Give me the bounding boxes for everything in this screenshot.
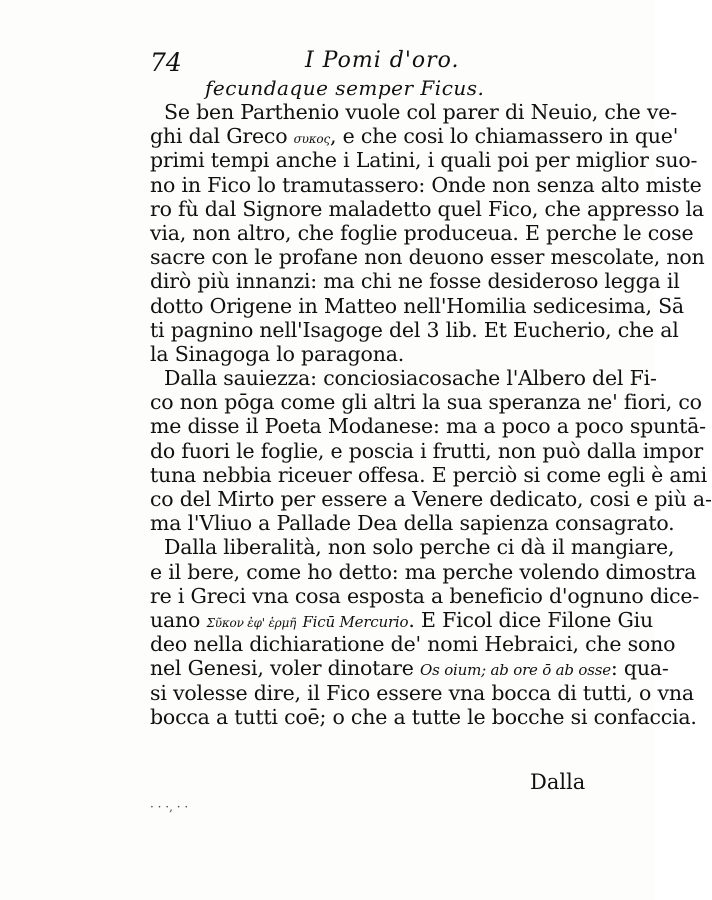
text-line: [150, 656, 669, 681]
text-line: [150, 704, 697, 729]
text-run: co non pōga come gli altri la sua speranza ne' fiori, co: [150, 390, 702, 415]
text-line: [150, 487, 712, 511]
text-line: [150, 100, 677, 124]
text-run: la Sinagoga lo paragona.: [150, 341, 405, 366]
text-run: Dalla sauiezza: conciosiacosache l'Albero del Fi-: [164, 366, 657, 391]
greek-phrase: συκος: [293, 132, 330, 147]
text-run: bocca a tutti coē; o che a tutte le bocche si confaccia.: [150, 704, 697, 729]
latin-phrase: Ficū Mercurio: [302, 612, 409, 631]
text-run: deo nella dichiaratione de' nomi Hebraici, che sono: [150, 632, 676, 657]
text-line: [150, 390, 702, 415]
text-run: dotto Origene in Matteo nell'Homilia sedicesima, Sā: [150, 293, 684, 318]
text-line: [150, 220, 694, 245]
text-run: via, non altro, che foglie produceua. E perche le cose: [150, 220, 694, 245]
text-run: . E Ficol dice Filone Giu: [408, 607, 654, 632]
text-run: re i Greci vna cosa esposta a beneficio d'ognuno dice-: [150, 583, 700, 608]
text-run: e il bere, come ho detto: ma perche volendo dimostra: [150, 559, 697, 584]
text-run: ghi dal Greco: [150, 124, 294, 149]
text-run: me disse il Poeta Modanese: ma a poco a poco spuntā-: [150, 414, 706, 439]
text-line: [150, 607, 654, 632]
text-run: Dalla liberalità, non solo perche ci dà il mangiare,: [164, 535, 675, 560]
text-run: Se ben Parthenio vuole col parer di Neuio, che ve-: [164, 100, 677, 124]
page-number: 74: [150, 48, 182, 77]
text-run: no in Fico lo tramutassero: Onde non senza alto miste: [150, 172, 702, 197]
greek-phrase: Σῦκον ἐφ' ἑρμῆ: [206, 615, 297, 630]
text-line: [150, 414, 706, 439]
text-line: [150, 632, 676, 657]
text-line: [150, 293, 684, 318]
running-title: I Pomi d'oro.: [305, 48, 460, 73]
text-run: dirò più innanzi: ma chi ne fosse desideroso legga il: [150, 269, 680, 294]
text-line: [150, 535, 675, 560]
text-run: ti pagnino nell'Isagoge del 3 lib. Et Eucherio, che al: [150, 317, 679, 342]
text-run: ma l'Vliuo a Pallade Dea della sapienza consagrato.: [150, 511, 675, 536]
text-run: uano: [150, 607, 207, 632]
text-run: do fuori le foglie, e poscia i frutti, non può dalla impor: [150, 438, 703, 463]
text-line: [150, 559, 697, 584]
text-line: [150, 124, 679, 149]
text-line: [150, 583, 700, 608]
text-run: ro fù dal Signore maladetto quel Fico, che appresso la: [150, 196, 704, 221]
page-header: [150, 48, 570, 78]
text-line: [150, 680, 694, 705]
text-line: [150, 196, 704, 221]
catchword: Dalla: [530, 770, 586, 794]
text-line: [150, 245, 705, 270]
text-run: sacre con le profane non deuono esser mescolate, non: [150, 245, 705, 270]
latin-phrase: Os oium; ab ore ō ab osse: [420, 661, 611, 680]
text-run: primi tempi anche i Latini, i quali poi per miglior suo-: [150, 148, 698, 173]
text-line: [150, 462, 707, 487]
body-text: [150, 100, 712, 729]
text-run: , e che cosi lo chiamassero in que': [329, 124, 679, 149]
text-line: [150, 438, 703, 463]
text-line: [150, 172, 702, 197]
text-run: co del Mirto per essere a Venere dedicato, cosi e più a-: [150, 487, 712, 511]
text-line: [150, 511, 675, 536]
text-line: [150, 269, 680, 294]
text-run: : qua-: [610, 656, 669, 681]
text-line: [150, 148, 698, 173]
text-line: [150, 366, 657, 391]
verse-quote: fecundaque semper Ficus.: [205, 76, 485, 100]
text-run: nel Genesi, voler dinotare: [150, 656, 421, 681]
text-line: [150, 317, 679, 342]
text-run: tuna nebbia riceuer offesa. E perciò si come egli è ami: [150, 462, 707, 487]
text-line: [150, 342, 620, 366]
text-run: si volesse dire, il Fico essere vna bocca di tutti, o vna: [150, 680, 694, 705]
bottom-marks: · · ·, · ·: [150, 800, 189, 814]
